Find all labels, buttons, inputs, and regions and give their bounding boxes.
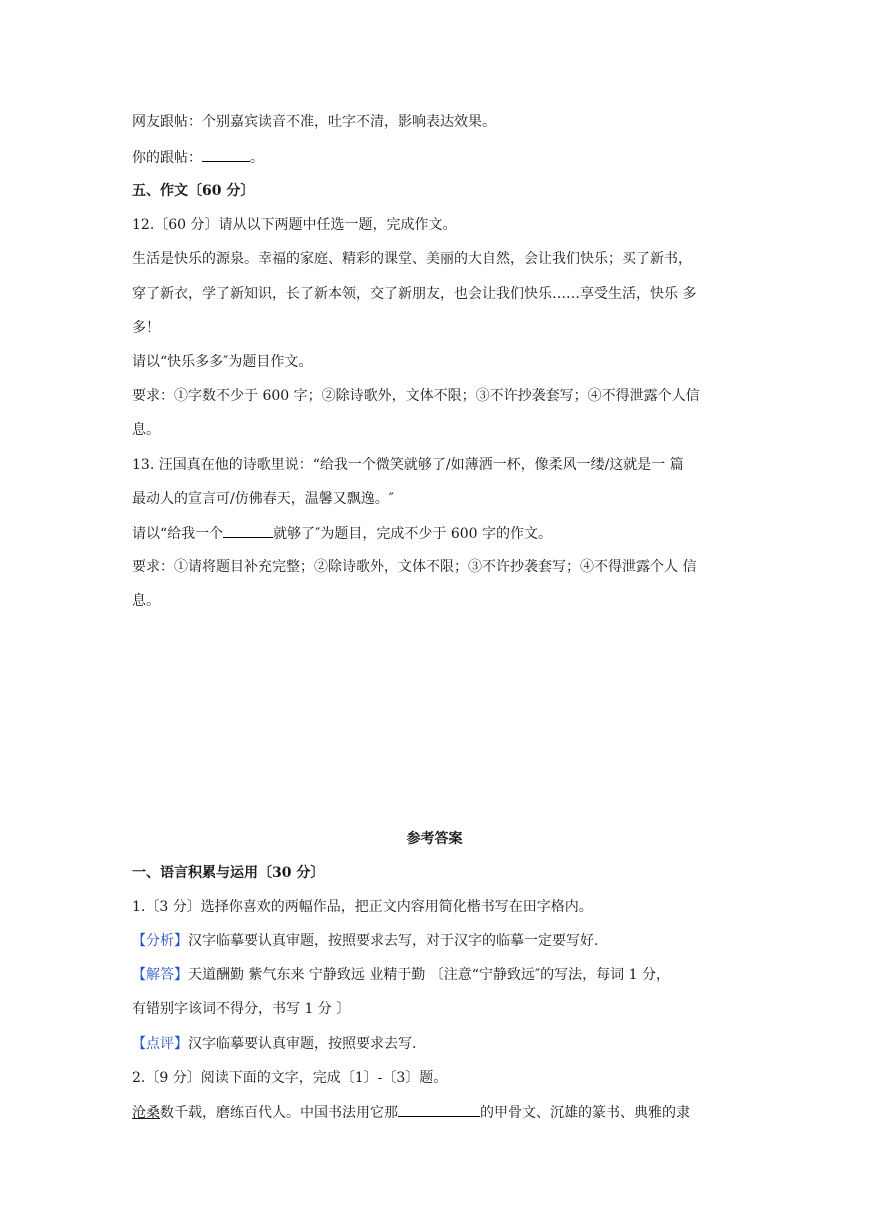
solution-text: 天道酬勤 紫气东来 宁静致远 业精于勤 〔注意“宁静致远″的写法，每词 1 分， [188,967,670,983]
answer-key-title: 参考答案 [406,831,463,847]
fill-blank [398,1102,480,1117]
solution-cont: 有错别字该词不得分，书写 1 分 〕 [132,1001,351,1017]
passage-text: 数千载，磨练百代人。中国书法用它那 [160,1105,398,1121]
comment-line [132,1034,416,1054]
comment-tag: 【点评】 [132,1036,188,1052]
solution-line [132,965,670,985]
reading-passage-line [132,1102,690,1123]
answer-blank [202,147,250,162]
answer-2: 2.〔9 分〕阅读下面的文字，完成〔1〕-〔3〕题。 [132,1070,448,1086]
analysis-tag: 【分析】 [132,933,188,949]
paragraph-line: 生活是快乐的源泉。幸福的家庭、精彩的课堂、美丽的大自然，会让我们快乐；买了新书， [132,251,692,267]
title-blank [223,523,273,538]
requirements-line: 息。 [132,422,160,438]
underlined-word: 沧桑 [132,1105,160,1121]
requirements-line: 要求：①字数不少于 600 字；②除诗歌外，文体不限；③不许抄袭套写；④不得泄露个人信 [132,388,700,404]
requirements-line: 要求：①请将题目补充完整；②除诗歌外，文体不限；③不许抄袭套写；④不得泄露个人 信 [132,559,697,575]
question-13-title-line [132,523,552,544]
analysis-text: 汉字临摹要认真审题，按照要求去写，对于汉字的临摹一定要写好. [188,933,599,949]
requirements-line: 息。 [132,593,160,609]
paragraph-line: 穿了新衣，学了新知识，长了新本领，交了新朋友，也会让我们快乐……享受生活，快乐 多 [132,286,697,302]
title-prompt-start: 请以“给我一个 [132,526,224,542]
section-heading-language: 一、语言积累与运用〔30 分〕 [132,865,325,881]
question-13: 13. 汪国真在他的诗歌里说：“给我一个微笑就够了/如薄洒一杯，像柔风一缕/这就是一 篇 [132,457,684,473]
question-12: 12.〔60 分〕请从以下两题中任选一题，完成作文。 [132,217,457,233]
your-reply-label: 你的跟帖： [132,150,202,166]
section-heading-composition: 五、作文〔60 分〕 [132,183,255,199]
title-prompt-end: 就够了″为题目，完成不少于 600 字的作文。 [273,526,553,542]
paragraph-line: 请以“快乐多多″为题目作文。 [132,354,313,370]
solution-tag: 【解答】 [132,967,188,983]
passage-text-end: 的甲骨文、沉雄的篆书、典雅的隶 [480,1105,690,1121]
forum-reply-line: 网友跟帖：个别嘉宾读音不准，吐字不清，影响表达效果。 [132,114,496,130]
analysis-line [132,931,598,951]
period: 。 [250,150,264,166]
answer-1: 1.〔3 分〕选择你喜欢的两幅作品，把正文内容用简化楷书写在田字格内。 [132,899,593,915]
comment-text: 汉字临摹要认真审题，按照要求去写. [188,1036,417,1052]
paragraph-line: 多！ [132,320,160,336]
question-13-cont: 最动人的宣言可/仿佛春天，温馨又飘逸。″ [132,491,394,507]
your-reply-line [132,147,264,168]
